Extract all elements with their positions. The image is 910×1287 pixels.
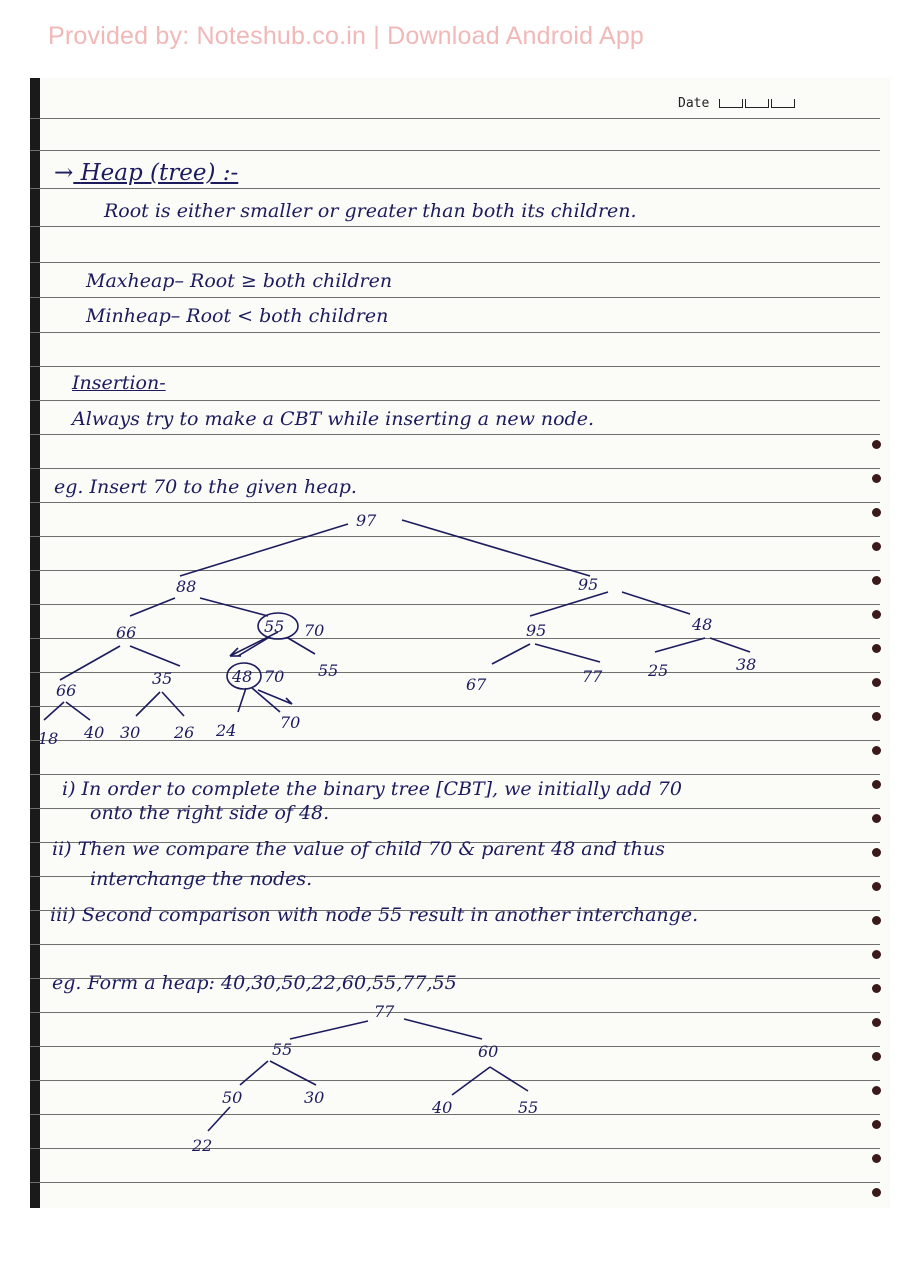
heap2-node-60: 60	[478, 1042, 499, 1061]
step-2-line1: Then we compare the value of child 70 & parent 48 and thus	[77, 838, 665, 860]
node-40: 40	[84, 723, 105, 742]
node-70-bottom: 70	[280, 713, 301, 732]
step-2	[52, 838, 665, 860]
node-25: 25	[648, 661, 669, 680]
step-2-line2: interchange the nodes.	[90, 868, 313, 890]
heading-arrow: →	[54, 160, 74, 186]
definition-text: Root is either smaller or greater than both its children.	[104, 200, 637, 222]
example1-title: eg. Insert 70 to the given heap.	[54, 476, 357, 498]
node-66-top: 66	[116, 623, 137, 642]
node-97: 97	[356, 511, 377, 530]
node-48-circled: 48	[232, 667, 253, 686]
insertion-text: Always try to make a CBT while inserting a new node.	[72, 408, 594, 430]
date-label: Date	[678, 96, 710, 111]
heap-tree-example1	[30, 500, 880, 760]
step-1	[62, 778, 682, 800]
step-1-line2: onto the right side of 48.	[90, 802, 330, 824]
heading-title: Heap (tree) :-	[80, 160, 239, 186]
insertion-title: Insertion-	[72, 372, 166, 394]
step-3	[50, 904, 698, 926]
node-67: 67	[466, 675, 487, 694]
minheap-text: Minheap– Root < both children	[86, 305, 389, 327]
heap2-node-55: 55	[272, 1040, 293, 1059]
node-66: 66	[56, 681, 77, 700]
node-77: 77	[582, 667, 603, 686]
heap2-node-40: 40	[432, 1098, 453, 1117]
node-48-top: 48	[692, 615, 713, 634]
step-3-num: iii)	[50, 904, 76, 926]
example2-title: eg. Form a heap: 40,30,50,22,60,55,77,55	[52, 972, 457, 994]
step-1-num: i)	[62, 778, 76, 800]
node-26: 26	[174, 723, 195, 742]
node-70-inserted: 70	[264, 667, 285, 686]
maxheap-text: Maxheap– Root ≥ both children	[86, 270, 393, 292]
date-field	[678, 96, 795, 111]
step-2-num: ii)	[52, 838, 72, 860]
node-55-bottom: 55	[318, 661, 339, 680]
heading	[54, 160, 238, 186]
step-3-line1: Second comparison with node 55 result in another interchange.	[81, 904, 699, 926]
node-95-top: 95	[578, 575, 599, 594]
node-18: 18	[38, 729, 59, 748]
heap2-node-55-leaf: 55	[518, 1098, 539, 1117]
heap2-node-77: 77	[374, 1002, 395, 1021]
node-24: 24	[216, 721, 237, 740]
node-70-swap: 70	[304, 621, 325, 640]
node-95: 95	[526, 621, 547, 640]
node-38: 38	[736, 655, 757, 674]
node-35: 35	[152, 669, 173, 688]
node-55-circled: 55	[264, 617, 285, 636]
watermark: Provided by: Noteshub.co.in | Download Android App	[48, 22, 645, 50]
node-30: 30	[120, 723, 141, 742]
heap2-node-22: 22	[192, 1136, 213, 1155]
heap-tree-example2	[30, 995, 880, 1165]
step-1-line1: In order to complete the binary tree [CBT], we initially add 70	[81, 778, 682, 800]
node-88: 88	[176, 577, 197, 596]
heap2-node-30: 30	[304, 1088, 325, 1107]
heap2-node-50: 50	[222, 1088, 243, 1107]
